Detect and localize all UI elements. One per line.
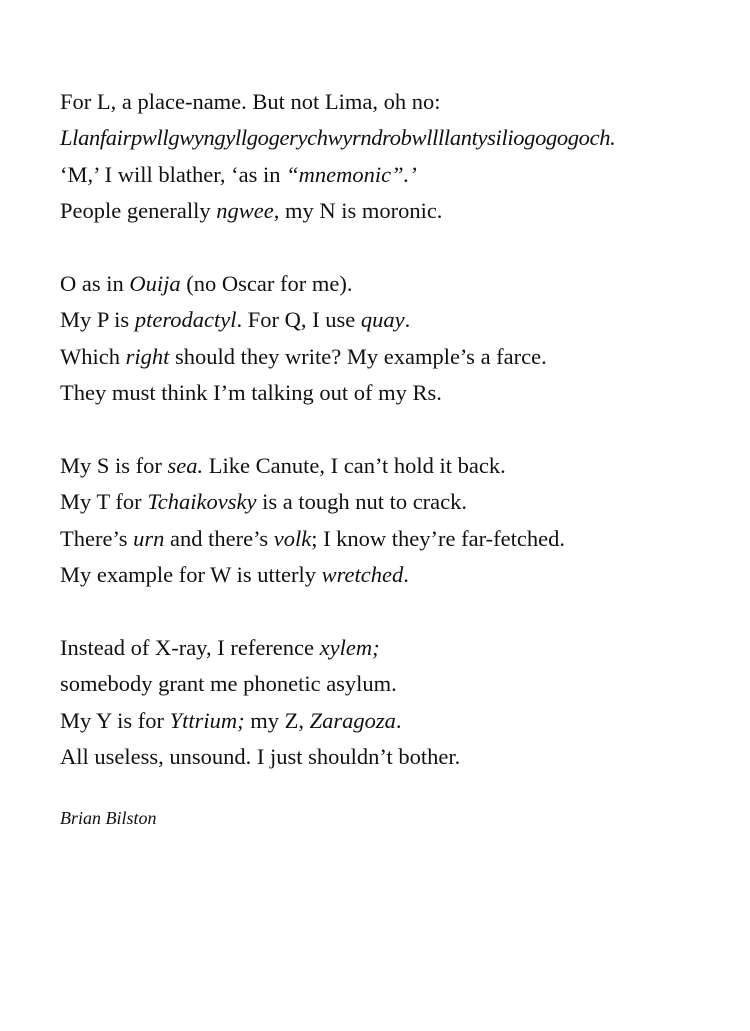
- poem-line: [60, 157, 730, 193]
- italic-word: xylem;: [319, 635, 380, 661]
- line-text: .: [403, 562, 409, 588]
- line-text: They must think I’m talking out of my Rs.: [60, 380, 442, 406]
- italic-word: ngwee: [216, 198, 274, 224]
- poem-body: [60, 84, 730, 812]
- poem-line: [60, 703, 730, 739]
- poem-line: [60, 375, 730, 411]
- line-text: .: [404, 307, 411, 333]
- stanza: [60, 84, 730, 230]
- italic-word: quay: [360, 307, 405, 333]
- stanza: [60, 266, 730, 412]
- line-text: , my N is moronic.: [273, 198, 443, 224]
- line-text: .: [395, 707, 402, 733]
- line-text: My P is: [60, 307, 135, 333]
- line-text: My example for W is utterly: [60, 562, 322, 588]
- italic-word: pterodactyl: [134, 307, 237, 333]
- line-text: ‘M,’ I will blather, ‘as in: [60, 161, 287, 187]
- poem-line: [60, 521, 730, 557]
- stanza: [60, 448, 730, 594]
- line-text: People generally: [60, 198, 217, 224]
- poem-line: [60, 739, 730, 775]
- italic-word: urn: [133, 525, 165, 551]
- italic-word: “mnemonic”.’: [286, 161, 417, 187]
- italic-word: Ouija: [129, 271, 181, 297]
- poem-line: [60, 666, 730, 702]
- line-text: (no Oscar for me).: [180, 271, 353, 297]
- line-text: ; I know they’re far-fetched.: [311, 525, 565, 551]
- author-signature: Brian Bilston: [60, 808, 157, 828]
- line-text: All useless, unsound. I just shouldn’t bother.: [60, 744, 461, 770]
- poem-line: [60, 193, 730, 229]
- line-text: is a tough nut to crack.: [256, 489, 468, 515]
- poem-line: [60, 448, 730, 484]
- italic-word: sea.: [167, 453, 204, 479]
- italic-word: Llanfairpwllgwyngyllgogerychwyrndrobwllllantysiliogogogoch.: [60, 125, 616, 151]
- italic-word: Zaragoza: [309, 707, 396, 733]
- line-text: Instead of X-ray, I reference: [60, 635, 320, 661]
- poem-line: [60, 84, 730, 120]
- poem-line: [60, 302, 730, 338]
- italic-word: wretched: [321, 562, 404, 588]
- line-text: My T for: [60, 489, 148, 515]
- italic-word: volk: [273, 525, 312, 551]
- line-text: For L, a place-name. But not Lima, oh no:: [60, 89, 441, 114]
- line-text: O as in: [60, 271, 130, 297]
- poem-line: [60, 266, 730, 302]
- italic-word: Tchaikovsky: [147, 489, 257, 515]
- line-text: Which: [60, 343, 126, 369]
- poem-line: [60, 557, 730, 593]
- poem-line: [60, 120, 730, 156]
- stanza: [60, 630, 730, 776]
- line-text: should they write? My example’s a farce.: [169, 343, 547, 369]
- line-text: and there’s: [164, 525, 274, 551]
- poem-line: [60, 630, 730, 666]
- line-text: My Y is for: [60, 707, 170, 733]
- poem-line: [60, 484, 730, 520]
- line-text: somebody grant me phonetic asylum.: [60, 671, 397, 697]
- italic-word: right: [125, 343, 170, 369]
- line-text: my Z,: [244, 707, 310, 733]
- line-text: Like Canute, I can’t hold it back.: [203, 453, 506, 479]
- line-text: There’s: [60, 525, 134, 551]
- line-text: My S is for: [60, 453, 168, 479]
- italic-word: Yttrium;: [169, 707, 245, 733]
- line-text: . For Q, I use: [236, 307, 361, 333]
- poem-line: [60, 339, 730, 375]
